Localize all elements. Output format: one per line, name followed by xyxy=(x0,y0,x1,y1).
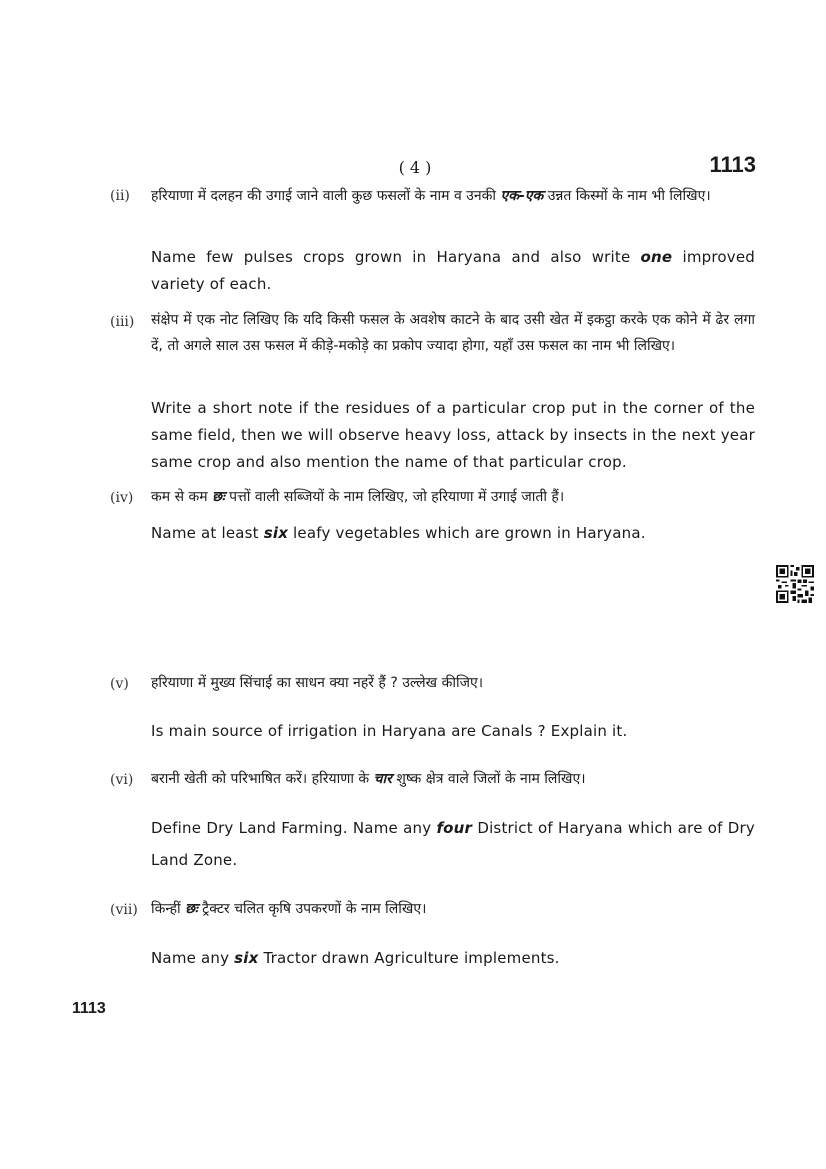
paper-code-footer: 1113 xyxy=(72,1000,106,1017)
question-number-iv: (iv) xyxy=(110,490,134,506)
question-vi-english-text-end: District of Haryana which are of Dry Land Zone. xyxy=(151,819,756,869)
question-ii-hindi-text: हरियाणा में दलहन की उगाई जाने वाली कुछ फसलों के नाम व उनकी xyxy=(151,188,501,204)
question-vii-english-text-end: Tractor drawn Agriculture implements. xyxy=(258,949,560,967)
question-number-vi: (vi) xyxy=(110,772,134,788)
question-v-english: Is main source of irrigation in Haryana are Canals ? Explain it. xyxy=(151,722,628,740)
question-ii-english-text: Name few pulses crops grown in Haryana and also write xyxy=(151,248,641,266)
question-vii-english xyxy=(151,945,755,972)
question-number-v: (v) xyxy=(110,676,129,692)
question-iv-hindi xyxy=(151,484,755,510)
question-vi-hindi xyxy=(151,766,755,792)
question-iv-english xyxy=(151,520,755,547)
question-ii-english-emphasis: one xyxy=(640,248,673,266)
page-number: ( 4 ) xyxy=(398,158,432,177)
question-vii-hindi-emphasis: छः xyxy=(185,901,198,917)
question-vii-hindi xyxy=(151,896,755,922)
question-ii-hindi xyxy=(151,183,755,209)
question-ii-english xyxy=(151,244,755,298)
question-ii-hindi-text-end: उन्नत किस्मों के नाम भी लिखिए। xyxy=(543,188,711,204)
question-iv-english-text: Name at least xyxy=(151,524,264,542)
question-vii-english-emphasis: six xyxy=(234,949,259,967)
question-iv-hindi-text-end: पत्तों वाली सब्जियों के नाम लिखिए, जो हरियाणा में उगाई जाती हैं। xyxy=(224,489,565,505)
question-ii-hindi-emphasis: एक-एक xyxy=(500,188,544,204)
question-vi-hindi-text-end: शुष्क क्षेत्र वाले जिलों के नाम लिखिए। xyxy=(391,771,586,787)
question-iv-english-text-end: leafy vegetables which are grown in Haryana. xyxy=(288,524,646,542)
question-iv-english-emphasis: six xyxy=(263,524,289,542)
question-iv-hindi-text: कम से कम xyxy=(151,489,213,505)
question-number-vii: (vii) xyxy=(110,902,138,918)
question-vi-hindi-emphasis: चार xyxy=(373,771,392,787)
question-ii-english-text-end: improved variety of each. xyxy=(151,248,755,293)
qr-code-icon xyxy=(776,565,814,603)
question-number-iii: (iii) xyxy=(110,314,135,330)
question-vii-hindi-text-end: ट्रैक्टर चलित कृषि उपकरणों के नाम लिखिए। xyxy=(197,901,427,917)
question-vi-hindi-text: बरानी खेती को परिभाषित करें। हरियाणा के xyxy=(151,771,374,787)
question-vii-hindi-text: किन्हीं xyxy=(151,901,186,917)
question-vi-english-text: Define Dry Land Farming. Name any xyxy=(151,819,437,837)
question-iv-hindi-emphasis: छः xyxy=(212,489,225,505)
question-vii-english-text: Name any xyxy=(151,949,235,967)
paper-code-header: 1113 xyxy=(709,152,756,177)
question-v-hindi: हरियाणा में मुख्य सिंचाई का साधन क्या नहरें हैं ? उल्लेख कीजिए। xyxy=(151,675,484,691)
question-iii-english: Write a short note if the residues of a particular crop put in the corner of the same field, then we will observe heavy loss, attack by insects in the next year same crop and also mention the name of that particular crop. xyxy=(151,399,755,471)
question-vi-english-emphasis: four xyxy=(436,819,473,837)
question-number-ii: (ii) xyxy=(110,188,130,204)
question-vi-english xyxy=(151,812,755,876)
question-iii-hindi: संक्षेप में एक नोट लिखिए कि यदि किसी फसल के अवशेष काटने के बाद उसी खेत में इकट्ठा करके एक कोने में ढेर लगा दें, तो अगले साल उस फसल में कीड़े-मकोड़े का प्रकोप ज्यादा होगा, यहाँ उस फसल का नाम भी लिखिए। xyxy=(151,312,755,354)
